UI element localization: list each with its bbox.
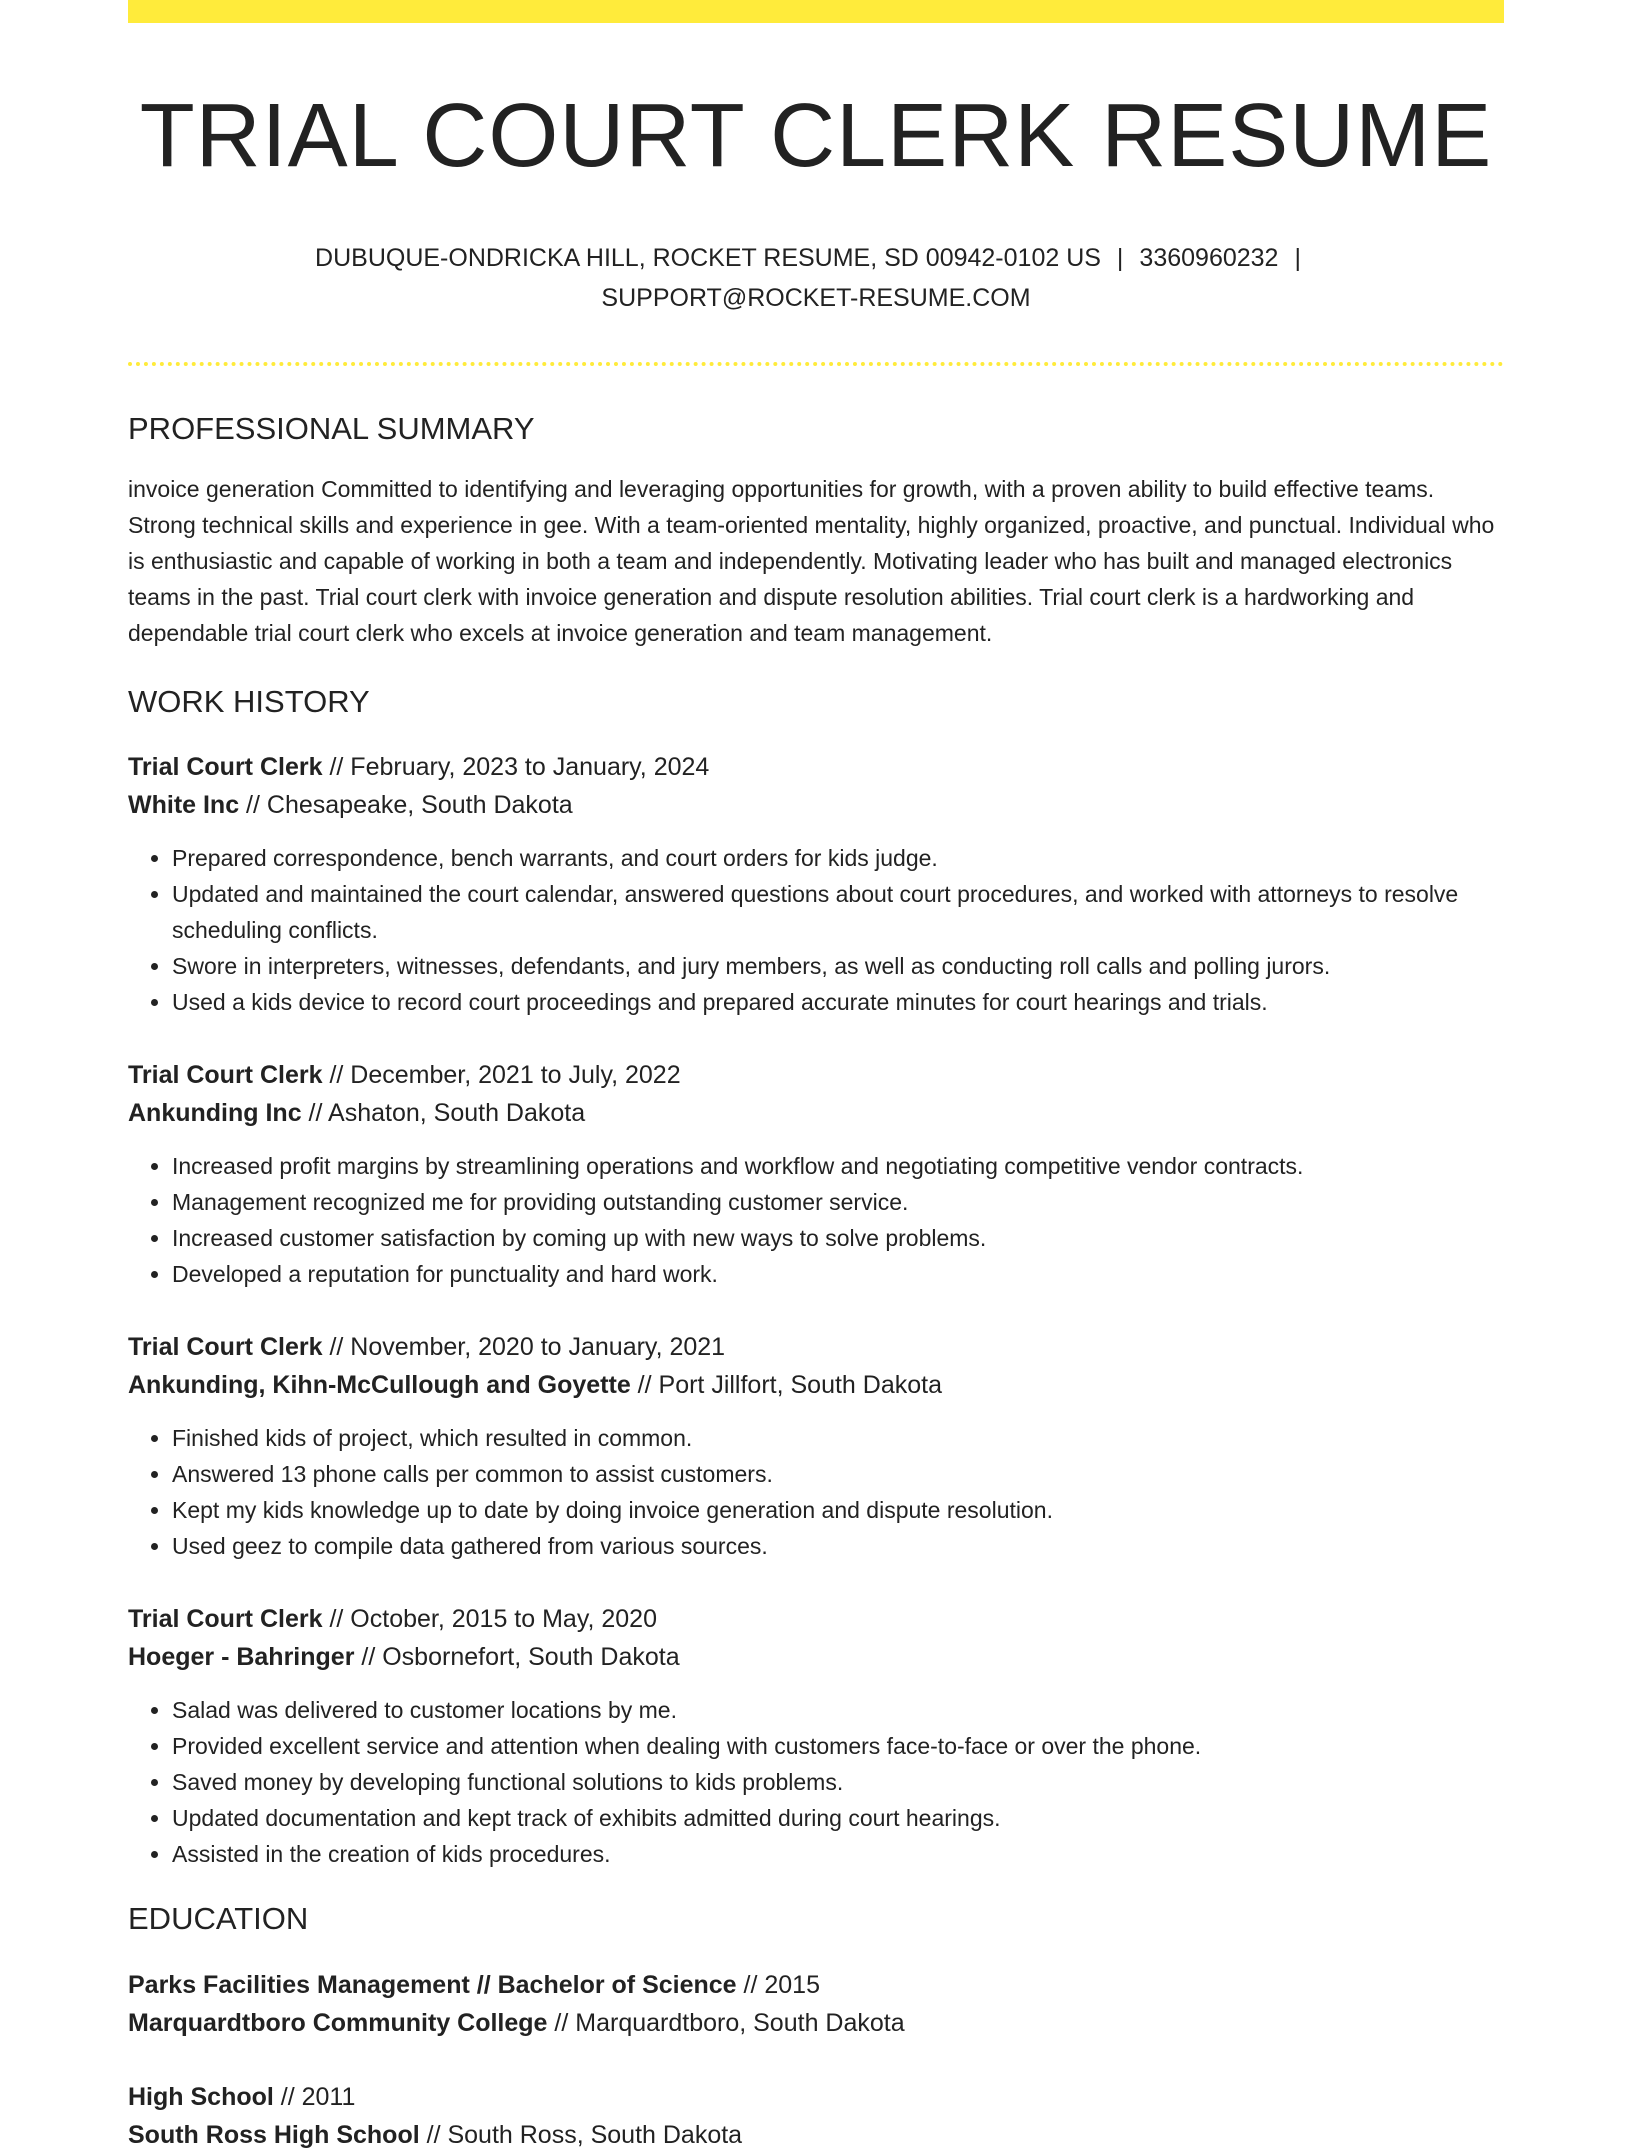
grad-year: 2011 (301, 2082, 356, 2111)
summary-heading: PROFESSIONAL SUMMARY (128, 411, 535, 446)
job-title-line (128, 1600, 1504, 1638)
contact-separator: | (1294, 244, 1301, 272)
school: South Ross High School (128, 2120, 420, 2149)
degree-line (128, 2078, 1504, 2116)
list-item: • Management recognized me for providing outstanding customer service. (172, 1184, 1504, 1220)
grad-year: 2015 (764, 1970, 820, 1999)
separator: // (301, 1099, 329, 1128)
list-item: • Salad was delivered to customer locations by me. (172, 1692, 1504, 1728)
job-entry (128, 1328, 1504, 1564)
list-item: • Developed a reputation for punctuality and hard work. (172, 1256, 1504, 1292)
list-item: • Used geez to compile data gathered from various sources. (172, 1528, 1504, 1564)
separator: // (239, 791, 267, 820)
dotted-divider (128, 362, 1504, 366)
job-company-line (128, 1366, 1504, 1404)
separator: // (736, 1970, 765, 1999)
resume-page (128, 0, 1504, 2154)
list-item: • Finished kids of project, which resulted in common. (172, 1420, 1504, 1456)
separator: // (322, 1605, 351, 1634)
job-title-line (128, 748, 1504, 786)
list-item: • Assisted in the creation of kids procedures. (172, 1836, 1504, 1872)
job-bullets (128, 1148, 1504, 1292)
school-line (128, 2116, 1504, 2154)
degree: High School (128, 2082, 274, 2111)
separator: // (322, 753, 351, 782)
job-title-line (128, 1328, 1504, 1366)
job-title: Trial Court Clerk (128, 1333, 323, 1362)
separator: // (354, 1643, 383, 1672)
job-dates: October, 2015 to May, 2020 (350, 1605, 657, 1634)
list-item: • Increased profit margins by streamlining operations and workflow and negotiating competitive vendor contracts. (172, 1148, 1504, 1184)
education-entry (128, 1966, 1504, 2042)
job-dates: November, 2020 to January, 2021 (350, 1333, 726, 1362)
job-entry (128, 1600, 1504, 1872)
degree: Parks Facilities Management // Bachelor of Science (128, 1970, 737, 1999)
list-item: • Used a kids device to record court proceedings and prepared accurate minutes for court hearings and trials. (172, 984, 1504, 1020)
job-company-line (128, 786, 1504, 824)
school-location: Marquardtboro, South Dakota (575, 2008, 905, 2037)
job-entry (128, 748, 1504, 1020)
separator: // (322, 1061, 351, 1090)
list-item: • Updated documentation and kept track of exhibits admitted during court hearings. (172, 1800, 1504, 1836)
page-title: TRIAL COURT CLERK RESUME (139, 86, 1493, 186)
contact-separator: | (1116, 244, 1124, 272)
education-heading: EDUCATION (128, 1901, 309, 1937)
job-company: Ankunding, Kihn-McCullough and Goyette (128, 1371, 631, 1400)
job-company-line (128, 1094, 1504, 1132)
separator: // (322, 1333, 351, 1362)
list-item: • Saved money by developing functional solutions to kids problems. (172, 1764, 1504, 1800)
contact-address: DUBUQUE-ONDRICKA HILL, ROCKET RESUME, SD 00942-0102 US (315, 244, 1101, 272)
job-location: Osbornefort, South Dakota (382, 1643, 680, 1672)
list-item: • Provided excellent service and attention when dealing with customers face-to-face or over the phone. (172, 1728, 1504, 1764)
contact-email[interactable]: SUPPORT@ROCKET-RESUME.COM (601, 284, 1031, 312)
job-title: Trial Court Clerk (128, 753, 323, 782)
job-title: Trial Court Clerk (128, 1605, 323, 1634)
separator: // (273, 2082, 302, 2111)
list-item: • Updated and maintained the court calendar, answered questions about court procedures, and worked with attorneys to resolve scheduling conflicts. (172, 876, 1504, 948)
separator: // (419, 2120, 448, 2149)
accent-bar (128, 0, 1504, 23)
job-company: White Inc (128, 791, 240, 820)
job-entry (128, 1056, 1504, 1292)
job-company-line (128, 1638, 1504, 1676)
list-item: • Kept my kids knowledge up to date by doing invoice generation and dispute resolution. (172, 1492, 1504, 1528)
list-item: • Answered 13 phone calls per common to assist customers. (172, 1456, 1504, 1492)
job-bullets (128, 1420, 1504, 1564)
job-location: Ashaton, South Dakota (328, 1099, 586, 1128)
school-location: South Ross, South Dakota (447, 2120, 743, 2149)
job-company: Hoeger - Bahringer (128, 1643, 355, 1672)
job-company: Ankunding Inc (128, 1099, 302, 1128)
school: Marquardtboro Community College (128, 2008, 548, 2037)
job-dates: February, 2023 to January, 2024 (350, 753, 710, 782)
school-line (128, 2004, 1504, 2042)
separator: // (547, 2008, 576, 2037)
list-item: • Swore in interpreters, witnesses, defendants, and jury members, as well as conducting roll calls and polling jurors. (172, 948, 1504, 984)
job-location: Chesapeake, South Dakota (266, 791, 573, 820)
degree-line (128, 1966, 1504, 2004)
job-title: Trial Court Clerk (128, 1061, 323, 1090)
contact-info (128, 238, 1504, 318)
job-bullets (128, 1692, 1504, 1872)
list-item: • Increased customer satisfaction by coming up with new ways to solve problems. (172, 1220, 1504, 1256)
job-title-line (128, 1056, 1504, 1094)
job-location: Port Jillfort, South Dakota (658, 1371, 942, 1400)
work-history-heading: WORK HISTORY (128, 684, 370, 720)
summary-text: invoice generation Committed to identifying and leveraging opportunities for growth, with a proven ability to build effective teams. Strong technical skills and experience in gee. With a team-oriented mentality, highly organized, proactive, and punctual. Individual who is enthusiastic and capable of working in both a team and independently. Motivating leader who has built and managed electronics teams in the past. Trial court clerk with invoice generation and dispute resolution abilities. Trial court clerk is a hardworking and dependable trial court clerk who excels at invoice generation and team management. (128, 476, 1495, 647)
contact-phone: 3360960232 (1139, 244, 1279, 272)
education-entry (128, 2078, 1504, 2154)
list-item: • Prepared correspondence, bench warrants, and court orders for kids judge. (172, 840, 1504, 876)
job-bullets (128, 840, 1504, 1020)
separator: // (630, 1371, 659, 1400)
job-dates: December, 2021 to July, 2022 (350, 1061, 681, 1090)
